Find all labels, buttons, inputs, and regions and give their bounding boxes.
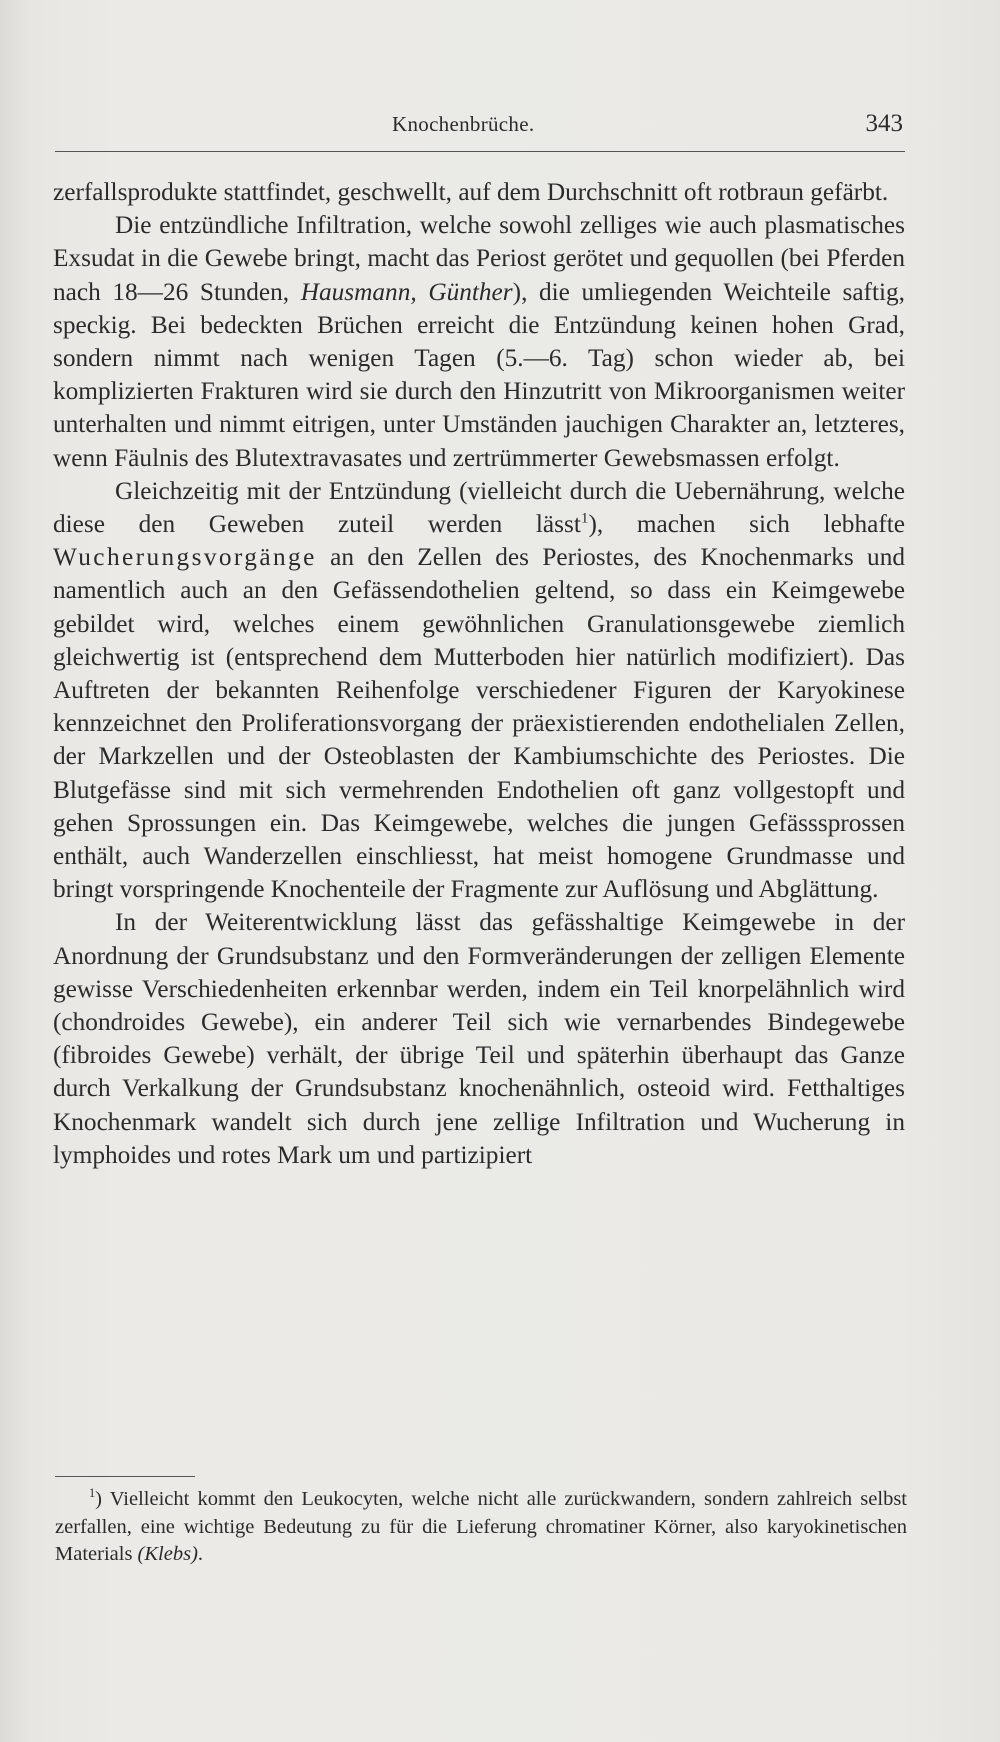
author-hausmann: Hausmann, <box>300 277 417 306</box>
paragraph-2-text-b: ), die umliegenden Weichteile saftig, speckig. Bei bedeckten Brüchen erreicht die Entzündung keinen hohen Grad, sondern nimmt nach wenigen Tagen (5.—6. Tag) schon wieder ab, bei komplizierten Frakturen wird sie durch den Hinzutritt von Mikroorganismen weiter unterhalten und nimmt eitrigen, unter Umständen jauchigen Charakter an, letzteres, wenn Fäulnis des Blutextravasates und zertrümmerter Gewebsmassen erfolgt. <box>53 277 906 472</box>
paragraph-1-text: zerfallsprodukte stattfindet, geschwellt, auf dem Durchschnitt oft rotbraun gefärbt. <box>53 178 889 206</box>
paragraph-2 <box>53 209 905 475</box>
footnote-rule <box>55 1476 195 1477</box>
footnote-author: (Klebs) <box>137 1543 198 1565</box>
footnote-marker: 1 <box>89 1486 96 1501</box>
paragraph-2-text-a: Die entzündliche Infiltration, welche sowohl zelliges wie auch plasmatisches Exsudat in die Gewebe bringt, macht das Periost gerötet und gequollen (bei Pferden nach 18—26 Stunden, <box>53 211 905 306</box>
footnote-reference: 1 <box>580 509 589 527</box>
body-text <box>53 176 905 1172</box>
footnote-text-a: ) Vielleicht kommt den Leukocyten, welche nicht alle zurückwandern, sondern zahlreich selbst zerfallen, eine wichtige Bedeutung zu für die Lieferung chromatiner Körner, also karyokinetischen Materials <box>55 1488 907 1565</box>
page-number: 343 <box>865 110 903 137</box>
paragraph-3-text-b: ), machen sich lebhafte <box>588 510 906 539</box>
header-rule <box>55 151 905 152</box>
paragraph-3 <box>53 475 905 907</box>
running-head: Knochenbrüche. <box>392 112 535 136</box>
paragraph-3-text-a: Gleichzeitig mit der Entzündung (vielleicht durch die Uebernährung, welche diese den Geweben zuteil werden lässt <box>53 476 905 539</box>
footnote <box>55 1486 907 1569</box>
paragraph-4 <box>53 906 905 1172</box>
emphasized-term: Wucherungsvorgänge <box>53 543 317 572</box>
footnote-text-b: . <box>197 1543 204 1565</box>
page-header <box>55 112 903 142</box>
author-guenther: Günther <box>428 277 513 306</box>
paragraph-1 <box>53 176 905 209</box>
paragraph-4-text: In der Weiterentwicklung lässt das gefässhaltige Keimgewebe in der Anordnung der Grundsubstanz und den Formveränderungen der zelligen Elemente gewisse Verschiedenheiten erkennbar werden, indem ein Teil knorpelähnlich wird (chondroides Gewebe), ein anderer Teil sich wie vernarbendes Bindegewebe (fibroides Gewebe) verhält, der übrige Teil und späterhin überhaupt das Ganze durch Verkalkung der Grundsubstanz knochenähnlich, osteoid wird. Fetthaltiges Knochenmark wandelt sich durch jene zellige Infiltration und Wucherung in lymphoides und rotes Mark um und partizipiert <box>53 908 905 1169</box>
paragraph-3-text-c: an den Zellen des Periostes, des Knochenmarks und namentlich auch an den Gefässendothelien geltend, so dass ein Keimgewebe gebildet wird, welches einem gewöhnlichen Granulationsgewebe ziemlich gleichwertig ist (entsprechend dem Mutterboden hier natürlich modifiziert). Das Auftreten der bekannten Reihenfolge verschiedener Figuren der Karyokinese kennzeichnet den Proliferationsvorgang der präexistierenden endothelialen Zellen, der Markzellen und der Osteoblasten der Kambiumschichte des Periostes. Die Blutgefässe sind mit sich vermehrenden Endothelien oft ganz vollgestopft und gehen Sprossungen ein. Das Keimgewebe, welches die jungen Gefässsprossen enthält, auch Wanderzellen einschliesst, hat meist homogene Grundmasse und bringt vorspringende Knochenteile der Fragmente zur Auflösung und Abglättung. <box>53 543 905 904</box>
